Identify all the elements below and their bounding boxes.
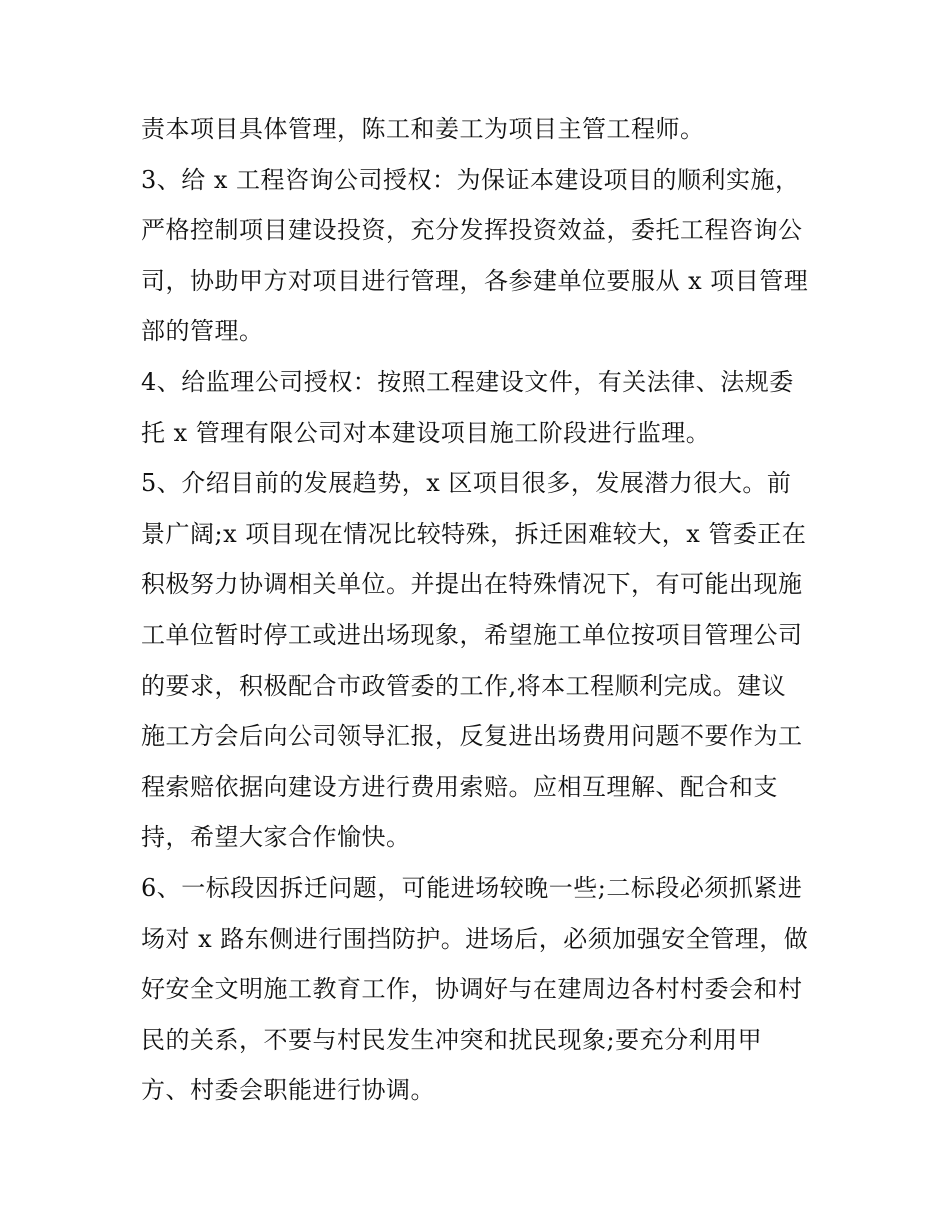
text-line: 的要求，积极配合市政管委的工作,将本工程顺利完成。建议: [141, 671, 787, 700]
text-line: 民的关系，不要与村民发生冲突和扰民现象;要充分利用甲: [141, 1025, 763, 1054]
text-line: 3、给 x 工程咨询公司授权：为保证本建设项目的顺利实施，: [141, 165, 800, 194]
text-line: 方、村委会职能进行协调。: [141, 1076, 435, 1105]
text-line: 好安全文明施工教育工作，协调好与在建周边各村村委会和村: [141, 975, 803, 1004]
text-line: 工单位暂时停工或进出场现象，希望施工单位按项目管理公司: [141, 620, 803, 649]
text-line: 部的管理。: [141, 317, 264, 346]
text-line: 责本项目具体管理，陈工和姜工为项目主管工程师。: [141, 115, 705, 143]
document-body: [141, 104, 821, 1116]
text-line: 程索赔依据向建设方进行费用索赔。应相互理解、配合和支: [141, 772, 778, 801]
text-line: 施工方会后向公司领导汇报，反复进出场费用问题不要作为工: [141, 722, 803, 751]
text-line: 积极努力协调相关单位。并提出在特殊情况下，有可能出现施: [141, 570, 803, 599]
text-line: 景广阔;x 项目现在情况比较特殊，拆迁困难较大，x 管委正在: [141, 519, 807, 548]
text-line: 5、介绍目前的发展趋势，x 区项目很多，发展潜力很大。前: [141, 469, 792, 498]
text-line: 严格控制项目建设投资，充分发挥投资效益，委托工程咨询公: [141, 216, 803, 245]
text-line: 持，希望大家合作愉快。: [141, 823, 411, 852]
text-line: 托 x 管理有限公司对本建设项目施工阶段进行监理。: [141, 418, 711, 447]
text-line: 4、给监理公司授权：按照工程建设文件，有关法律、法规委: [141, 367, 794, 396]
text-line: 司，协助甲方对项目进行管理，各参建单位要服从 x 项目管理: [141, 266, 809, 295]
text-line: 场对 x 路东侧进行围挡防护。进场后，必须加强安全管理，做: [141, 924, 809, 953]
text-line: 6、一标段因拆迁问题，可能进场较晚一些;二标段必须抓紧进: [141, 873, 803, 902]
